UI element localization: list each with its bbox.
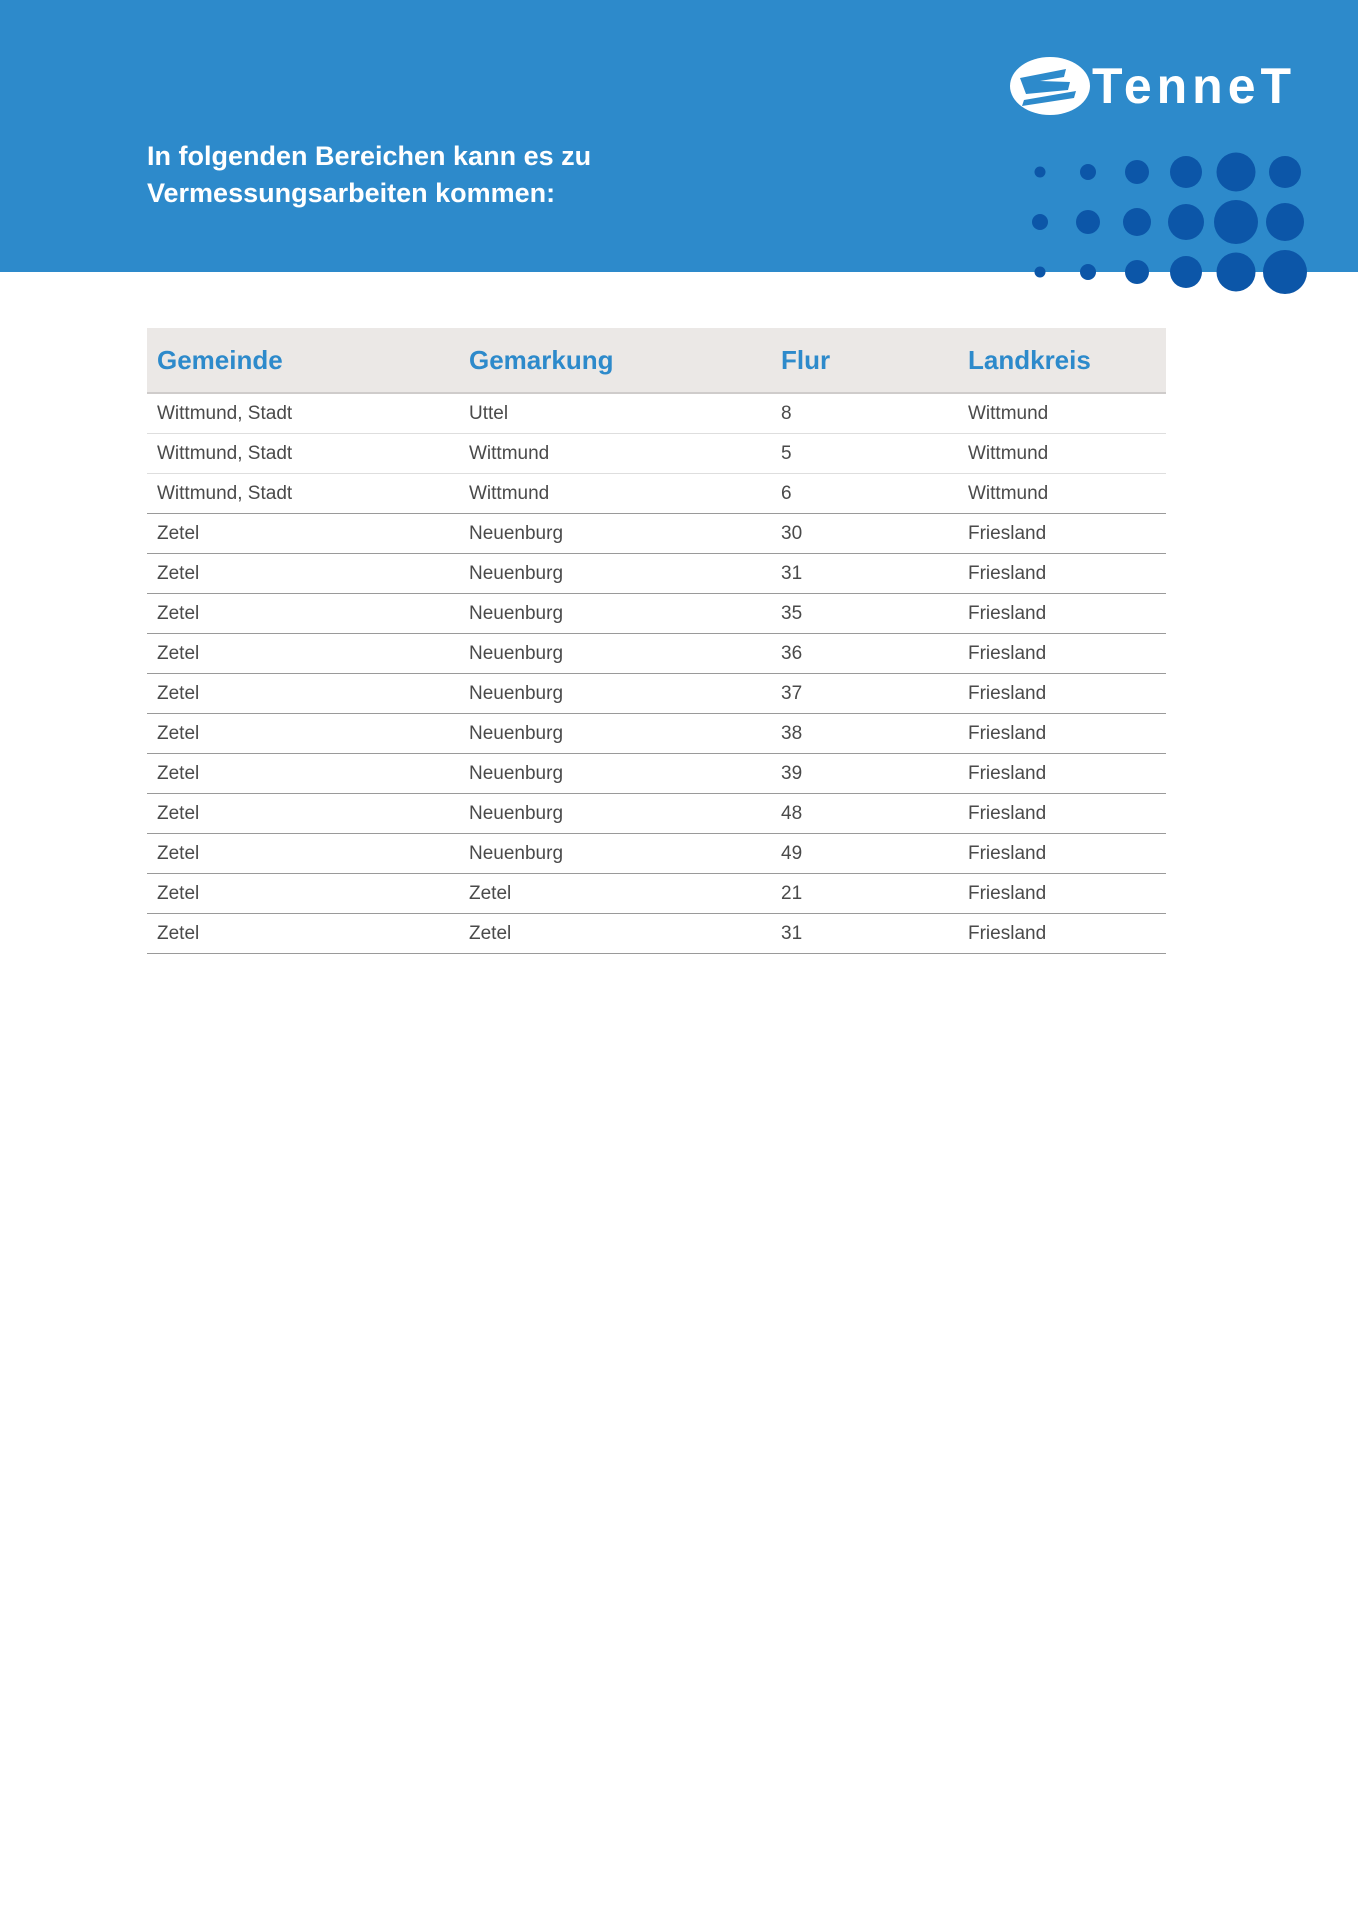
decorative-dot — [1217, 253, 1256, 292]
cell-gemeinde: Zetel — [147, 794, 459, 834]
tennet-logo-mark-icon — [1008, 54, 1092, 118]
cell-flur: 8 — [771, 393, 958, 434]
cell-gemarkung: Neuenburg — [459, 514, 771, 554]
table-row — [147, 514, 1166, 554]
cell-gemeinde: Zetel — [147, 914, 459, 954]
cell-landkreis: Friesland — [958, 834, 1166, 874]
decorative-dot — [1032, 214, 1048, 230]
cell-landkreis: Wittmund — [958, 393, 1166, 434]
decorative-dot — [1170, 156, 1202, 188]
cell-gemeinde: Zetel — [147, 874, 459, 914]
cell-gemeinde: Zetel — [147, 674, 459, 714]
cell-flur: 30 — [771, 514, 958, 554]
cell-gemarkung: Neuenburg — [459, 794, 771, 834]
cell-flur: 5 — [771, 434, 958, 474]
cell-landkreis: Friesland — [958, 554, 1166, 594]
cell-landkreis: Friesland — [958, 594, 1166, 634]
cell-flur: 31 — [771, 914, 958, 954]
cell-flur: 49 — [771, 834, 958, 874]
decorative-dot — [1217, 153, 1256, 192]
cell-flur: 6 — [771, 474, 958, 514]
table-row — [147, 674, 1166, 714]
cell-gemarkung: Neuenburg — [459, 714, 771, 754]
cell-gemeinde: Zetel — [147, 634, 459, 674]
table-row — [147, 874, 1166, 914]
cell-landkreis: Friesland — [958, 674, 1166, 714]
decorative-dot — [1080, 164, 1096, 180]
table-row — [147, 634, 1166, 674]
dot-pattern — [1020, 145, 1320, 305]
cell-gemarkung: Neuenburg — [459, 594, 771, 634]
column-header-landkreis: Landkreis — [958, 328, 1166, 393]
decorative-dot — [1035, 267, 1046, 278]
cell-flur: 31 — [771, 554, 958, 594]
page-heading — [147, 138, 591, 212]
column-header-gemeinde: Gemeinde — [147, 328, 459, 393]
column-header-flur: Flur — [771, 328, 958, 393]
decorative-dot — [1266, 203, 1304, 241]
cell-flur: 38 — [771, 714, 958, 754]
cell-gemarkung: Neuenburg — [459, 834, 771, 874]
decorative-dot — [1263, 250, 1307, 294]
cell-gemeinde: Wittmund, Stadt — [147, 474, 459, 514]
cell-flur: 37 — [771, 674, 958, 714]
table-row — [147, 754, 1166, 794]
cell-landkreis: Friesland — [958, 634, 1166, 674]
cell-landkreis: Friesland — [958, 514, 1166, 554]
cell-gemarkung: Uttel — [459, 393, 771, 434]
heading-line-1: In folgenden Bereichen kann es zu — [147, 141, 592, 171]
table-row — [147, 834, 1166, 874]
table-body — [147, 393, 1166, 954]
heading-line-2: Vermessungsarbeiten kommen: — [147, 178, 556, 208]
cell-gemarkung: Neuenburg — [459, 754, 771, 794]
cell-gemarkung: Zetel — [459, 874, 771, 914]
table-row — [147, 393, 1166, 434]
tennet-logo — [1008, 54, 1304, 118]
decorative-dot — [1125, 260, 1149, 284]
decorative-dot — [1269, 156, 1301, 188]
cell-gemeinde: Wittmund, Stadt — [147, 434, 459, 474]
cell-landkreis: Friesland — [958, 714, 1166, 754]
cell-flur: 35 — [771, 594, 958, 634]
cell-gemeinde: Zetel — [147, 714, 459, 754]
table-row — [147, 794, 1166, 834]
table-row — [147, 714, 1166, 754]
cell-landkreis: Wittmund — [958, 474, 1166, 514]
cell-landkreis: Wittmund — [958, 434, 1166, 474]
cell-gemarkung: Wittmund — [459, 474, 771, 514]
decorative-dot — [1076, 210, 1100, 234]
decorative-dot — [1214, 200, 1258, 244]
decorative-dot — [1035, 167, 1046, 178]
table-header-row — [147, 328, 1166, 393]
decorative-dot — [1123, 208, 1151, 236]
cell-gemarkung: Wittmund — [459, 434, 771, 474]
decorative-dot — [1125, 160, 1149, 184]
cell-flur: 36 — [771, 634, 958, 674]
cell-landkreis: Friesland — [958, 754, 1166, 794]
column-header-gemarkung: Gemarkung — [459, 328, 771, 393]
cell-gemarkung: Zetel — [459, 914, 771, 954]
cell-gemeinde: Zetel — [147, 754, 459, 794]
tennet-logo-text: TenneT — [1092, 58, 1297, 114]
survey-areas-table — [147, 328, 1166, 954]
cell-landkreis: Friesland — [958, 914, 1166, 954]
decorative-dot — [1168, 204, 1204, 240]
cell-gemarkung: Neuenburg — [459, 634, 771, 674]
cell-flur: 21 — [771, 874, 958, 914]
table-row — [147, 594, 1166, 634]
survey-areas-table-wrap — [147, 328, 1166, 954]
cell-flur: 39 — [771, 754, 958, 794]
table-row — [147, 554, 1166, 594]
cell-gemeinde: Zetel — [147, 514, 459, 554]
table-row — [147, 474, 1166, 514]
table-row — [147, 914, 1166, 954]
cell-gemeinde: Zetel — [147, 594, 459, 634]
cell-landkreis: Friesland — [958, 874, 1166, 914]
cell-flur: 48 — [771, 794, 958, 834]
table-row — [147, 434, 1166, 474]
cell-landkreis: Friesland — [958, 794, 1166, 834]
cell-gemarkung: Neuenburg — [459, 674, 771, 714]
cell-gemeinde: Zetel — [147, 554, 459, 594]
cell-gemeinde: Wittmund, Stadt — [147, 393, 459, 434]
decorative-dot — [1080, 264, 1096, 280]
cell-gemeinde: Zetel — [147, 834, 459, 874]
cell-gemarkung: Neuenburg — [459, 554, 771, 594]
decorative-dot — [1170, 256, 1202, 288]
